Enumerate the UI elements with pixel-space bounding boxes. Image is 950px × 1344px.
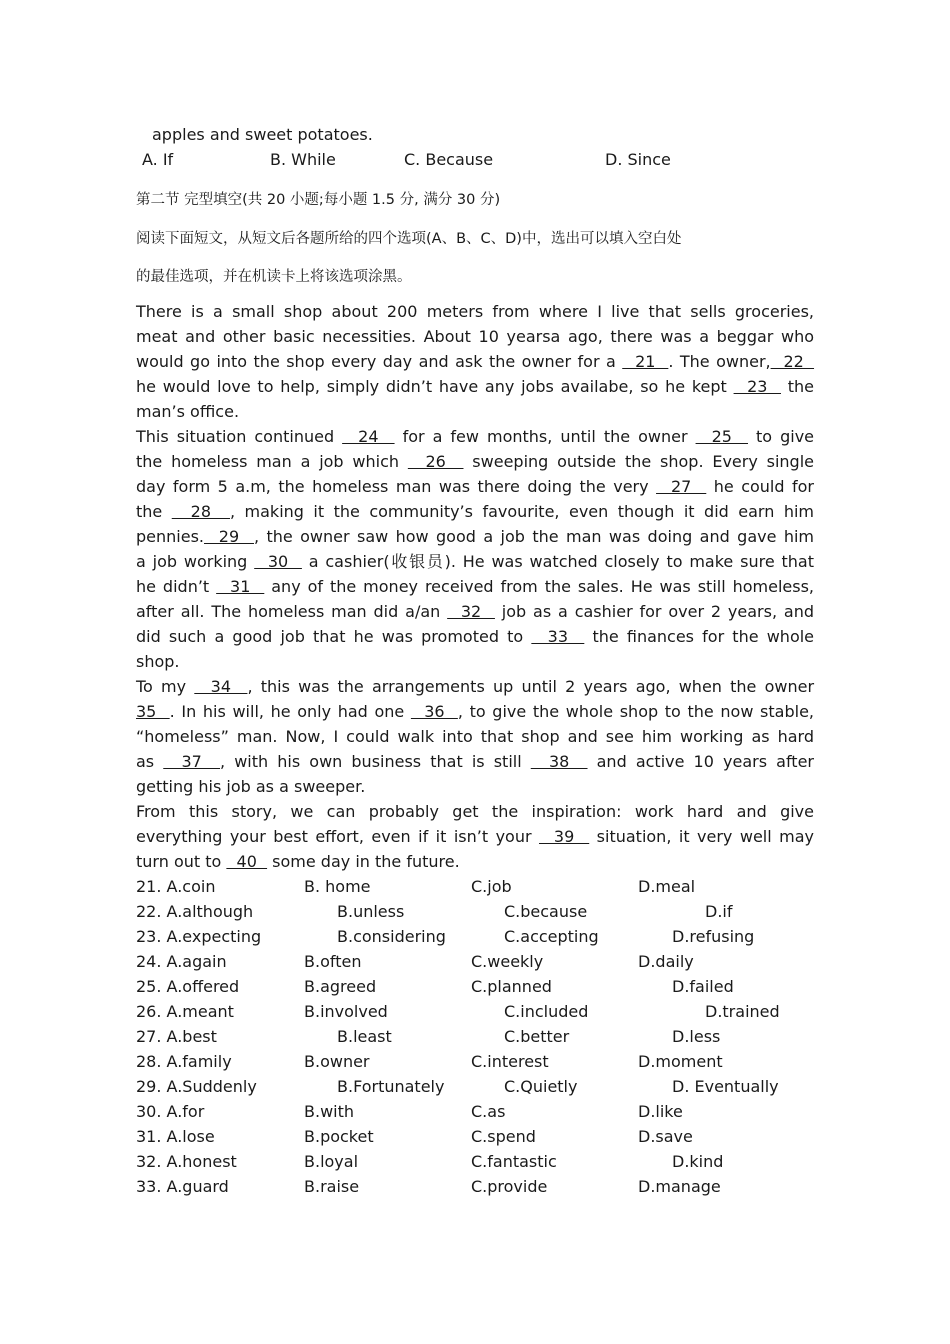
question-option: B.least (337, 1027, 392, 1046)
question-option: 21. A.coin (136, 877, 216, 896)
blank-37: 37 (163, 752, 221, 771)
blank-28: 28 (171, 502, 230, 521)
question-row (136, 1074, 814, 1099)
passage-line: as 37 , with his own business that is still 38 and active 10 years after (136, 752, 814, 771)
question-row (136, 899, 814, 924)
question-option: 33. A.guard (136, 1177, 229, 1196)
question-option: 31. A.lose (136, 1127, 215, 1146)
blank-32: 32 (447, 602, 495, 621)
question-option: 27. A.best (136, 1027, 217, 1046)
blank-36: 36 (410, 702, 458, 721)
question-row (136, 1174, 814, 1199)
passage-line: everything your best effort, even if it isn’t your 39 situation, it very well may (136, 827, 815, 846)
passage-line: would go into the shop every day and ask the owner for a 21 . The owner, 22 (136, 352, 815, 371)
blank-27: 27 (656, 477, 707, 496)
question-option: 25. A.offered (136, 977, 240, 996)
passage (136, 299, 814, 874)
question-option: B.involved (304, 1002, 388, 1021)
option-d: D. Since (605, 150, 671, 169)
blank-23: 23 (733, 377, 781, 396)
blank-38: 38 (530, 752, 588, 771)
question-option: 28. A.family (136, 1052, 232, 1071)
question-option: C.Quietly (504, 1077, 578, 1096)
passage-line: a job working 30 a cashier(收银员). He was watched closely to make sure that (136, 552, 814, 571)
question-option: B.unless (337, 902, 405, 921)
passage-line: the homeless man a job which 26 sweeping outside the shop. Every single (136, 452, 814, 471)
blank-39: 39 (539, 827, 590, 846)
question-list (136, 874, 814, 1199)
question-option: B.pocket (304, 1127, 374, 1146)
section-instruction-2: 的最佳选项，并在机读卡上将该选项涂黑。 (136, 269, 412, 285)
blank-25: 25 (695, 427, 748, 446)
question-option: B. home (304, 877, 371, 896)
question-option: 22. A.although (136, 902, 254, 921)
passage-line: 35 . In his will, he only had one 36 , to give the whole shop to the now stable, (136, 702, 815, 721)
question-option: C.planned (471, 977, 552, 996)
question-option: C.interest (471, 1052, 549, 1071)
passage-line: shop. (136, 652, 180, 671)
question-row (136, 1024, 814, 1049)
question-option: C.accepting (504, 927, 599, 946)
question-option: C.as (471, 1102, 506, 1121)
blank-34: 34 (194, 677, 248, 696)
blank-21: 21 (622, 352, 669, 371)
passage-line: did such a good job that he was promoted to 33 the finances for the whole (136, 627, 815, 646)
question-option: C.job (471, 877, 512, 896)
question-option: 29. A.Suddenly (136, 1077, 257, 1096)
question-row (136, 924, 814, 949)
blank-31: 31 (216, 577, 265, 596)
passage-line: There is a small shop about 200 meters from where I live that sells groceries, (136, 302, 814, 321)
question-option: B.Fortunately (337, 1077, 445, 1096)
passage-line: meat and other basic necessities. About 10 yearsa ago, there was a beggar who (136, 327, 814, 346)
passage-line: after all. The homeless man did a/an 32 job as a cashier for over 2 years, and (136, 602, 815, 621)
question-option: B.owner (304, 1052, 370, 1071)
option-a: A. If (142, 150, 174, 169)
question-option: C.included (504, 1002, 589, 1021)
passage-line: From this story, we can probably get the inspiration: work hard and give (136, 802, 814, 821)
question-option: D.manage (638, 1177, 721, 1196)
prev-question-options (136, 147, 814, 172)
question-row (136, 1049, 814, 1074)
question-option: D.failed (672, 977, 734, 996)
question-option: C.because (504, 902, 588, 921)
passage-line: This situation continued 24 for a few months, until the owner 25 to give (136, 427, 815, 446)
passage-line: “homeless” man. Now, I could walk into that shop and see him working as hard (136, 727, 814, 746)
question-option: C.fantastic (471, 1152, 557, 1171)
blank-22: 22 (770, 352, 815, 371)
section-title: 第二节 完型填空(共 20 小题;每小题 1.5 分, 满分 30 分) (136, 192, 501, 208)
question-option: B.agreed (304, 977, 377, 996)
document-page (136, 122, 814, 1199)
blank-30: 30 (254, 552, 302, 571)
question-option: D.refusing (672, 927, 755, 946)
question-option: B.raise (304, 1177, 360, 1196)
passage-line: he would love to help, simply didn’t have any jobs availabe, so he kept 23 the (136, 377, 815, 396)
question-option: B.loyal (304, 1152, 359, 1171)
question-option: 30. A.for (136, 1102, 205, 1121)
passage-line: turn out to 40 some day in the future. (136, 852, 460, 871)
passage-line: To my 34 , this was the arrangements up until 2 years ago, when the owner (136, 677, 815, 696)
question-option: B.considering (337, 927, 446, 946)
question-option: 23. A.expecting (136, 927, 262, 946)
question-option: D.meal (638, 877, 696, 896)
question-option: D. Eventually (672, 1077, 779, 1096)
question-option: C.weekly (471, 952, 544, 971)
blank-33: 33 (531, 627, 585, 646)
prev-question-tail: apples and sweet potatoes. (152, 125, 373, 144)
blank-26: 26 (407, 452, 464, 471)
passage-line: the 28 , making it the community’s favourite, even though it did earn him (136, 502, 815, 521)
question-option: B.with (304, 1102, 355, 1121)
question-row (136, 1099, 814, 1124)
question-option: D.trained (705, 1002, 780, 1021)
question-option: C.spend (471, 1127, 536, 1146)
blank-29: 29 (204, 527, 254, 546)
question-row (136, 974, 814, 999)
question-option: D.kind (672, 1152, 724, 1171)
question-option: 32. A.honest (136, 1152, 237, 1171)
question-option: B.often (304, 952, 362, 971)
question-option: C.provide (471, 1177, 548, 1196)
blank-40: 40 (226, 852, 268, 871)
question-option: D.less (672, 1027, 721, 1046)
passage-line: day form 5 a.m, the homeless man was there doing the very 27 he could for (136, 477, 814, 496)
question-option: 24. A.again (136, 952, 227, 971)
option-c: C. Because (404, 150, 494, 169)
question-row (136, 1149, 814, 1174)
question-row (136, 1124, 814, 1149)
blank-35: 35 (136, 702, 170, 721)
passage-line: man’s office. (136, 402, 240, 421)
question-row (136, 949, 814, 974)
question-option: D.save (638, 1127, 693, 1146)
question-option: D.like (638, 1102, 683, 1121)
option-b: B. While (270, 150, 336, 169)
question-option: 26. A.meant (136, 1002, 234, 1021)
blank-24: 24 (342, 427, 395, 446)
question-option: D.daily (638, 952, 694, 971)
question-option: C.better (504, 1027, 570, 1046)
question-row (136, 999, 814, 1024)
passage-line: he didn’t 31 any of the money received from the sales. He was still homeless, (136, 577, 815, 596)
question-option: D.moment (638, 1052, 723, 1071)
question-row (136, 874, 814, 899)
question-option: D.if (705, 902, 733, 921)
passage-line: getting his job as a sweeper. (136, 777, 366, 796)
section-instruction-1: 阅读下面短文，从短文后各题所给的四个选项(A、B、C、D)中，选出可以填入空白处 (136, 231, 682, 247)
passage-line: pennies. 29 , the owner saw how good a job the man was doing and gave him (136, 527, 815, 546)
